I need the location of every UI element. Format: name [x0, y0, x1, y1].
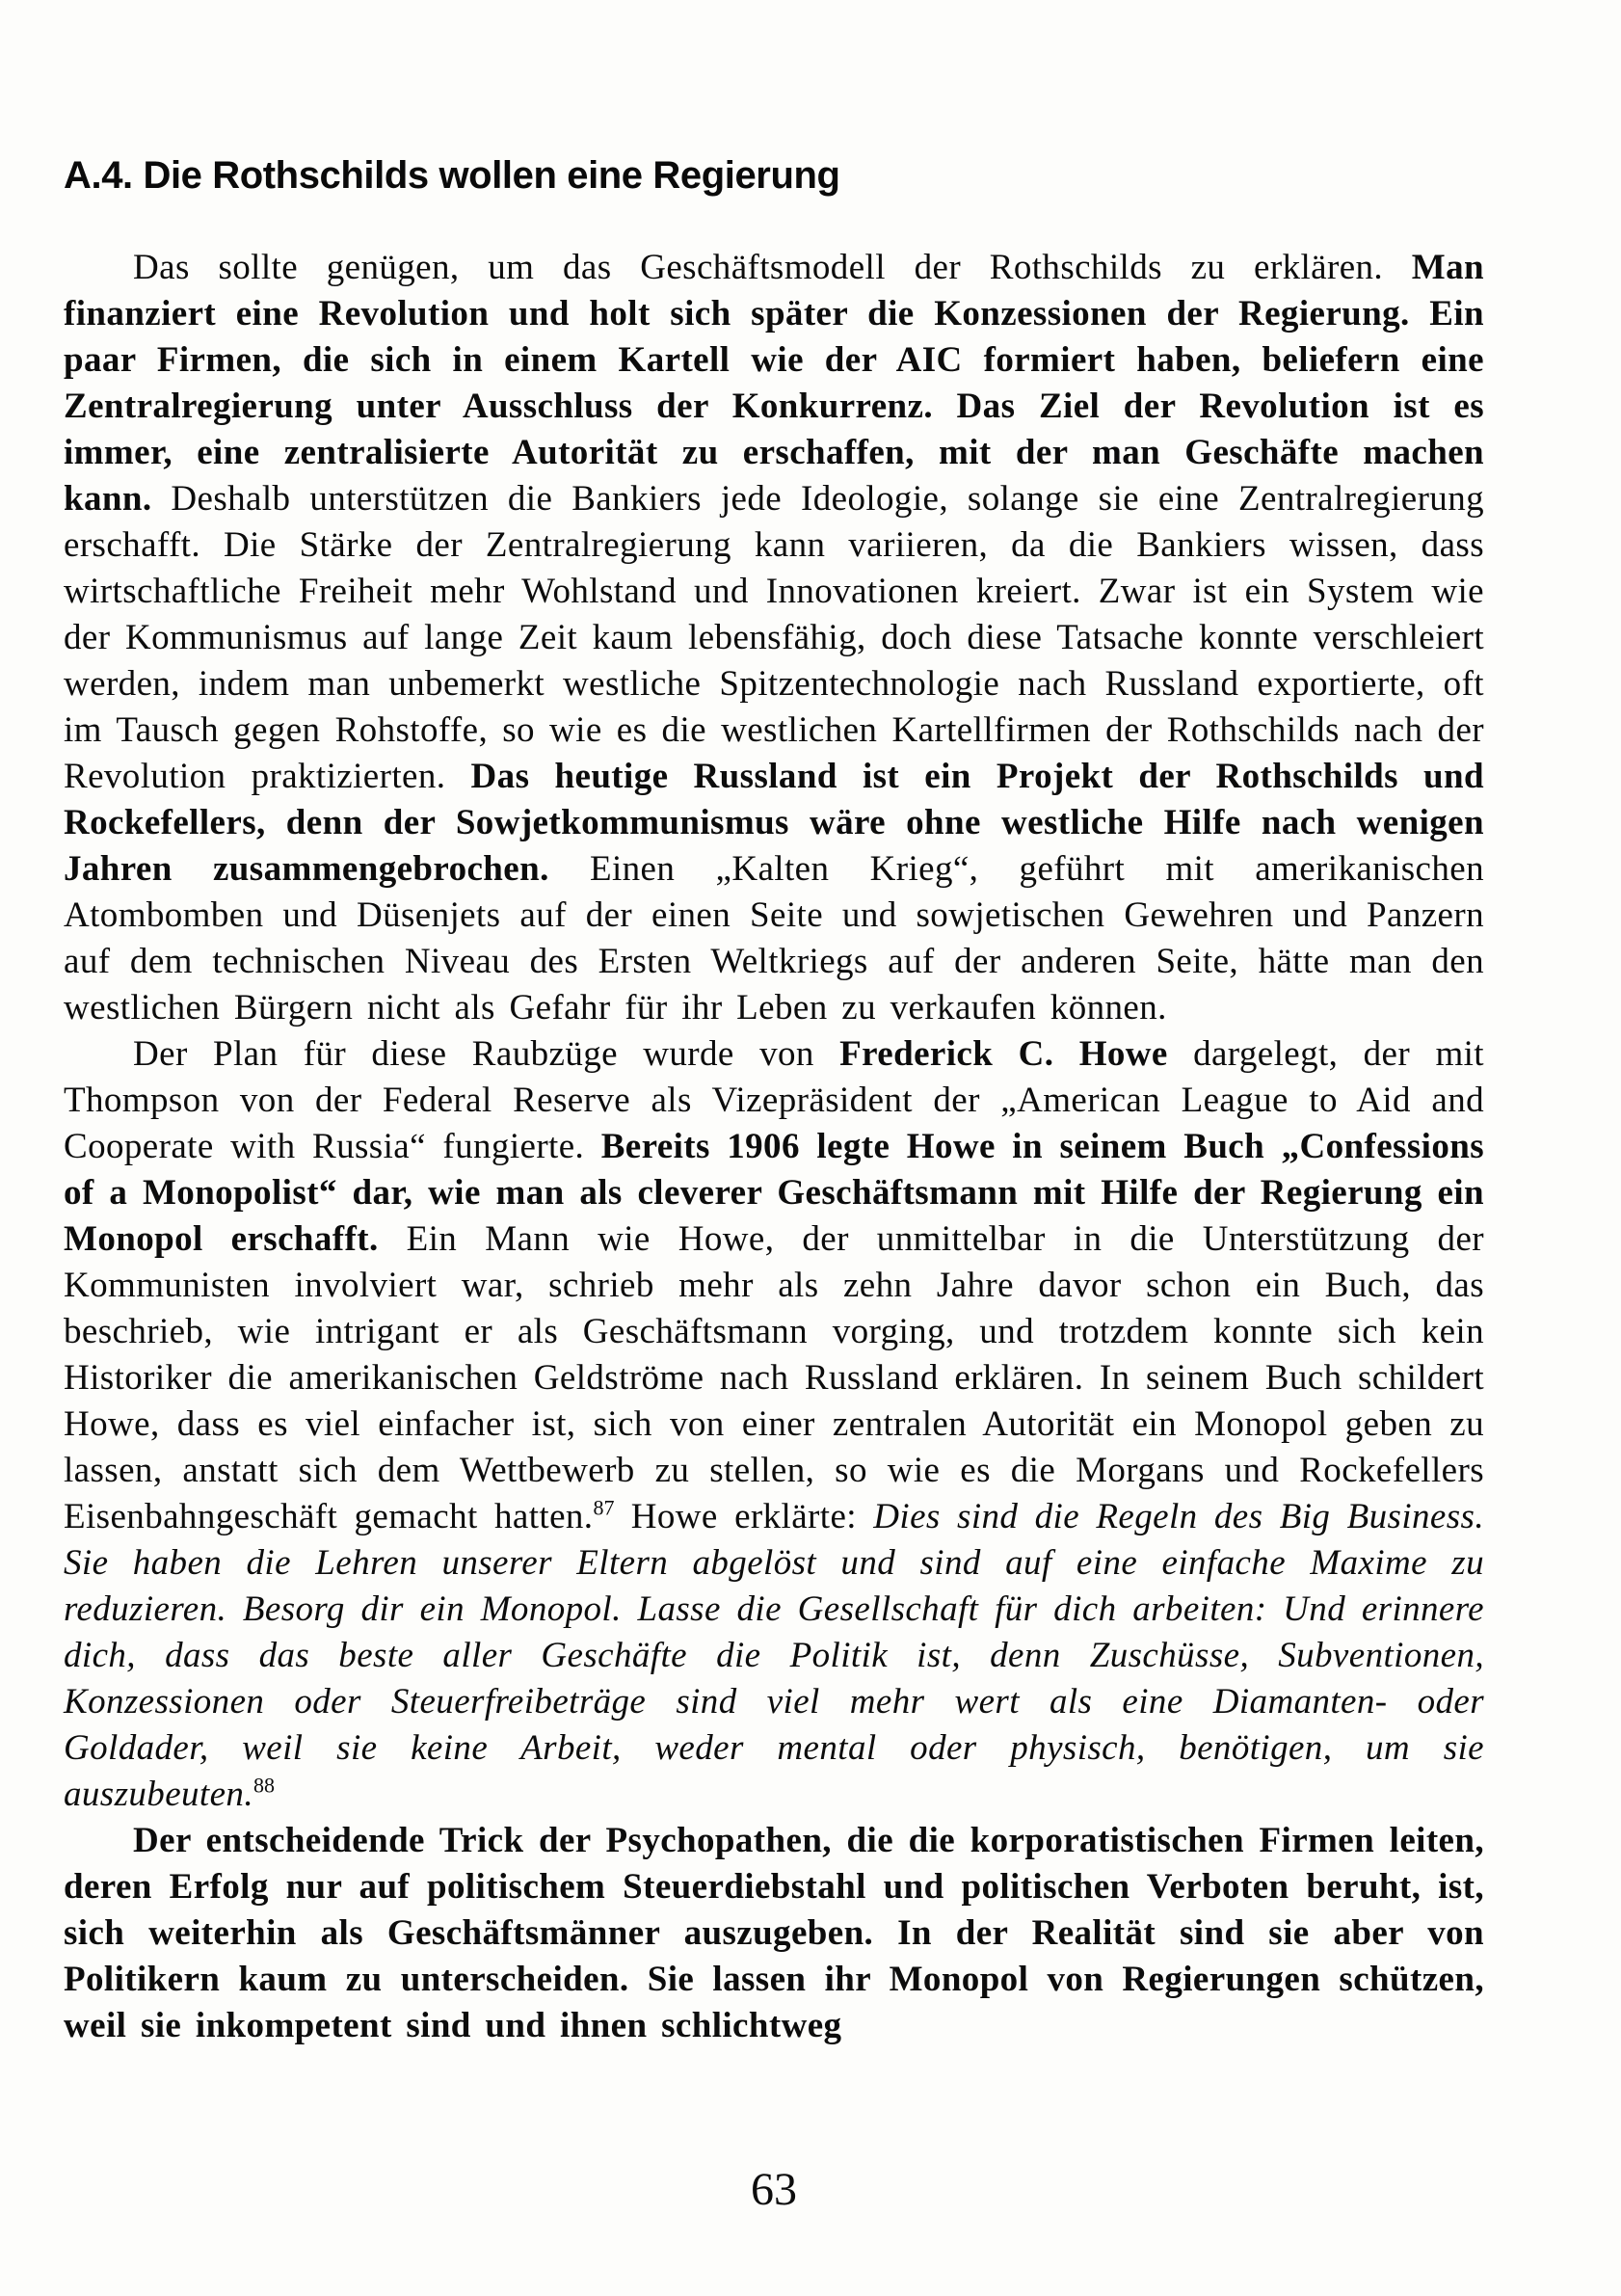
text-run: Frederick C. Howe: [839, 1034, 1168, 1074]
text-run: Deshalb unterstützen die Bankiers jede Ideologie, solange sie eine Zentralregierung erschafft. Die Stärke der Zentralregierung kann variieren, da die Bankiers wissen, dass wirtschaftliche Freiheit mehr Wohlstand und Innovationen kreiert. Zwar ist ein System wie der Kommunismus auf lange Zeit kaum lebensfähig, doch diese Tatsache konnte verschleiert werden, indem man unbemerkt westliche Spitzentechnologie nach Russland exportierte, oft im Tausch gegen Rohstoffe, so wie es die westlichen Kartellfirmen der Rothschilds nach der Revolution praktizierten.: [64, 479, 1484, 796]
text-run: Dies sind die Regeln des Big Business. Sie haben die Lehren unserer Eltern abgelöst und sind auf eine einfache Maxime zu reduzieren. Besorg dir ein Monopol. Lasse die Gesellschaft für dich arbeiten: Und erinnere dich, dass das beste aller Geschäfte die Politik ist, denn Zuschüsse, Subventionen, Konzessionen oder Steuerfreibeträge sind viel mehr wert als eine Diamanten- oder Goldader, weil sie keine Arbeit, weder mental oder physisch, benötigen, um sie auszubeuten.: [64, 1497, 1484, 1814]
footnote-ref: 88: [252, 1773, 275, 1798]
text-run: Das sollte genügen, um das Geschäftsmodell der Rothschilds zu erklären.: [133, 248, 1412, 287]
text-run: Einen „Kalten Krieg“, geführt mit amerikanischen Atombomben und Düsenjets auf der einen Seite und sowjetischen Gewehren und Panzern auf dem technischen Niveau des Ersten Weltkriegs auf der anderen Seite, hätte man den westlichen Bürgern nicht als Gefahr für ihr Leben zu verkaufen können.: [64, 849, 1484, 1028]
paragraph-3: [64, 1818, 1484, 2049]
text-run: dargelegt, der mit Thompson von der Federal Reserve als Vizepräsident der „American League to Aid and Cooperate with Russia“ fungierte.: [64, 1034, 1484, 1166]
text-column: [64, 154, 1484, 2049]
paragraph-2: [64, 1031, 1484, 1818]
text-run: Der Plan für diese Raubzüge wurde von: [133, 1034, 840, 1074]
paragraph-1: [64, 245, 1484, 1031]
paragraphs: [64, 245, 1484, 2049]
text-run: Das heutige Russland ist ein Projekt der Rothschilds und Rockefellers, denn der Sowjetkommunismus wäre ohne westliche Hilfe nach wenigen Jahren zusammengebrochen.: [64, 757, 1484, 889]
text-run: Der entscheidende Trick der Psychopathen, die die korporatistischen Firmen leiten, deren Erfolg nur auf politischem Steuerdiebstahl und politischen Verboten beruht, ist, sich weiterhin als Geschäftsmänner auszugeben. In der Realität sind sie aber von Politikern kaum zu unterscheiden. Sie lassen ihr Monopol von Regierungen schützen, weil sie inkompetent sind und ihnen schlichtweg: [64, 1821, 1484, 2045]
section-heading: A.4. Die Rothschilds wollen eine Regierung: [64, 154, 840, 197]
text-run: Howe erklärte:: [614, 1497, 874, 1536]
page-number: 63: [751, 2164, 797, 2215]
footnote-ref: 87: [593, 1495, 615, 1520]
text-run: Man finanziert eine Revolution und holt sich später die Konzessionen der Regierung. Ein paar Firmen, die sich in einem Kartell wie der AIC formiert haben, beliefern eine Zentralregierung unter Ausschluss der Konkurrenz. Das Ziel der Revolution ist es immer, eine zentralisierte Autorität zu erschaffen, mit der man Geschäfte machen kann.: [64, 248, 1484, 519]
text-run: Bereits 1906 legte Howe in seinem Buch „Confessions of a Monopolist“ dar, wie man als cleverer Geschäftsmann mit Hilfe der Regierung ein Monopol erschafft.: [64, 1127, 1484, 1259]
text-run: Ein Mann wie Howe, der unmittelbar in die Unterstützung der Kommunisten involviert war, schrieb mehr als zehn Jahre davor schon ein Buch, das beschrieb, wie intrigant er als Geschäftsmann vorging, und trotzdem konnte sich kein Historiker die amerikanischen Geldströme nach Russland erklären. In seinem Buch schildert Howe, dass es viel einfacher ist, sich von einer zentralen Autorität ein Monopol geben zu lassen, anstatt sich dem Wettbewerb zu stellen, so wie es die Morgans und Rockefellers Eisenbahngeschäft gemacht hatten.: [64, 1219, 1485, 1536]
